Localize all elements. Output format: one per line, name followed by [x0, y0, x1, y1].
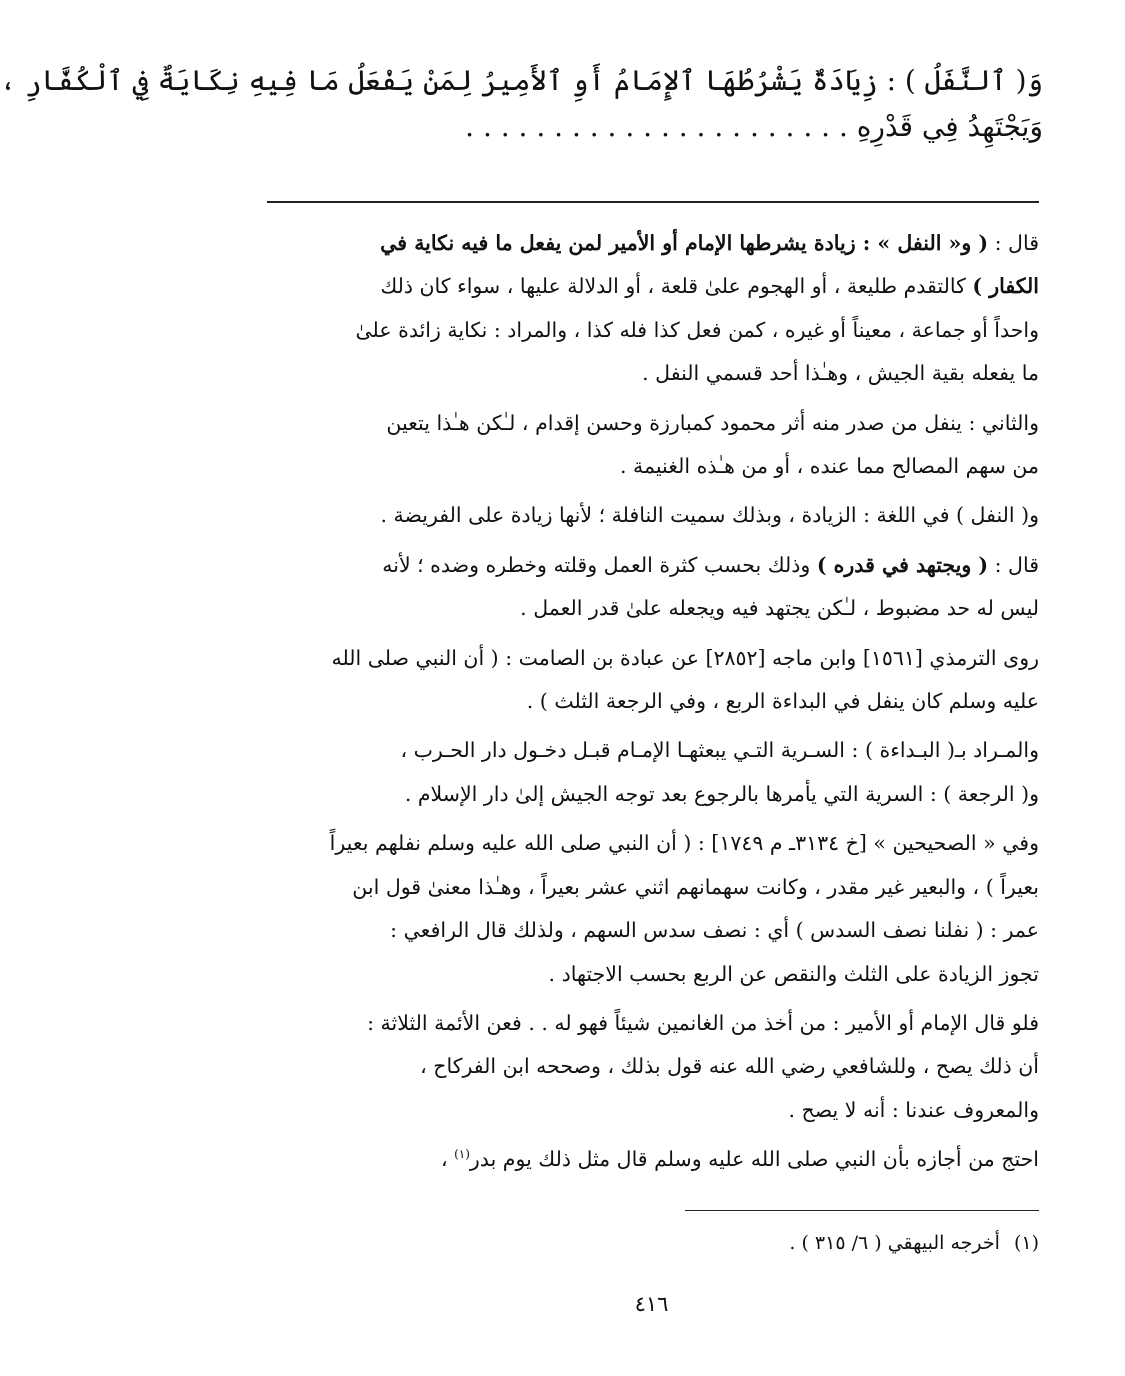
commentary-line: والمعروف عندنا : أنه لا يصح .	[788, 1097, 1039, 1122]
commentary-line: وفي « الصحيحين » [خ ٣١٣٤ـ م ١٧٤٩] : ( أن النبي صلى الله عليه وسلم نفلهم بعيراً	[329, 831, 1039, 856]
commentary-paragraph-8	[269, 1002, 1039, 1132]
commentary-line: أن ذلك يصح ، وللشافعي رضي الله عنه قول بذلك ، وصححه ابن الفركاح ،	[420, 1054, 1039, 1079]
commentary-line: تجوز الزيادة على الثلث والنقص عن الربع بحسب الاجتهاد .	[548, 961, 1039, 986]
commentary-line: عمر : ( نفلنا نصف السدس ) أي : نصف سدس السهم ، ولذلك قال الرافعي :	[390, 918, 1039, 943]
matn-quote: ( ويجتهد في قدره )	[816, 552, 989, 577]
commentary-paragraph-9	[269, 1138, 1039, 1181]
commentary-line: قال : ( ويجتهد في قدره ) وذلك بحسب كثرة العمل وقلته وخطره وضده ؛ لأنه	[382, 552, 1039, 577]
matn-line-1: وَ( ٱلنَّفَلُ ) : زِيَادَةٌ يَشْرُطُهَا ٱلإِمَامُ أَوِ ٱلأَمِيرُ لِمَنْ يَفْعَلُ مَا فِيهِ نِكَايَةٌ فِي ٱلْكُفَّارِ ،	[0, 64, 1043, 97]
footnote-separator-rule	[685, 1210, 1039, 1211]
commentary-line: فلو قال الإمام أو الأمير : من أخذ من الغانمين شيئاً فهو له . . فعن الأئمة الثلاثة :	[367, 1010, 1039, 1035]
commentary-paragraph-2	[269, 402, 1039, 489]
commentary-line: عليه وسلم كان ينفل في البداءة الربع ، وفي الرجعة الثلث ) .	[526, 689, 1039, 714]
commentary-paragraph-4	[269, 544, 1039, 631]
commentary-line: ما يفعله بقية الجيش ، وهـٰذا أحد قسمي النفل .	[642, 361, 1039, 386]
commentary-line: والثاني : ينفل من صدر منه أثر محمود كمبارزة وحسن إقدام ، لـٰكن هـٰذا يتعين	[386, 410, 1039, 435]
commentary-text	[269, 222, 1039, 1188]
commentary-line-trailing: ،	[440, 1147, 455, 1172]
matn-quote: الكفار )	[972, 274, 1039, 299]
page-number: ٤١٦	[634, 1292, 669, 1316]
commentary-line: و( النفل ) في اللغة : الزيادة ، وبذلك سميت النافلة ؛ لأنها زيادة على الفريضة .	[380, 503, 1039, 528]
commentary-line: الكفار ) كالتقدم طليعة ، أو الهجوم علىٰ قلعة ، أو الدلالة عليها ، سواء كان ذلك	[380, 274, 1039, 299]
matn-text	[0, 58, 1043, 150]
footnote	[539, 1228, 1039, 1258]
commentary-line: قال : ( و« النفل » : زيادة يشرطها الإمام أو الأمير لمن يفعل ما فيه نكاية في	[380, 231, 1039, 255]
commentary-line: روى الترمذي [١٥٦١] وابن ماجه [٢٨٥٢] عن عبادة بن الصامت : ( أن النبي صلى الله	[331, 645, 1039, 670]
commentary-line: و( الرجعة ) : السرية التي يأمرها بالرجوع بعد توجه الجيش إلىٰ دار الإسلام .	[404, 781, 1039, 806]
commentary-paragraph-7	[269, 822, 1039, 996]
commentary-line: من سهم المصالح مما عنده ، أو من هـٰذه الغنيمة .	[620, 454, 1039, 479]
commentary-line: والمـراد بـ( البـداءة ) : السـرية التـي يبعثهـا الإمـام قبـل دخـول دار الحـرب ،	[400, 738, 1039, 763]
matn-quote: ( و« النفل » : زيادة يشرطها الإمام أو الأمير لمن يفعل ما فيه نكاية في	[380, 231, 989, 255]
matn-line-2: وَيَجْتَهِدُ فِي قَدْرِهِ . . . . . . . . . . . . . . . . . . . . . .	[465, 110, 1043, 143]
commentary-line: ليس له حد مضبوط ، لـٰكن يجتهد فيه ويجعله علىٰ قدر العمل .	[520, 596, 1039, 621]
footnote-reference[interactable]: (١)	[454, 1147, 470, 1162]
matn-separator-rule	[267, 201, 1039, 203]
commentary-line-with-footnote	[269, 1138, 1039, 1181]
commentary-line-text: احتج من أجازه بأن النبي صلى الله عليه وسلم قال مثل ذلك يوم بدر	[469, 1147, 1039, 1172]
commentary-paragraph-6	[269, 729, 1039, 816]
commentary-paragraph-5	[269, 637, 1039, 724]
commentary-paragraph-3	[269, 494, 1039, 537]
commentary-line: بعيراً ) ، والبعير غير مقدر ، وكانت سهمانهم اثني عشر بعيراً ، وهـٰذا معنىٰ قول ابن	[352, 874, 1039, 899]
footnote-text: أخرجه البيهقي ( ٦/ ٣١٥ ) .	[789, 1232, 1000, 1254]
commentary-paragraph-1	[269, 222, 1039, 396]
footnote-number: (١)	[1013, 1232, 1039, 1254]
commentary-line: واحداً أو جماعة ، معيناً أو غيره ، كمن فعل كذا فله كذا ، والمراد : نكاية زائدة علىٰ	[355, 317, 1039, 342]
